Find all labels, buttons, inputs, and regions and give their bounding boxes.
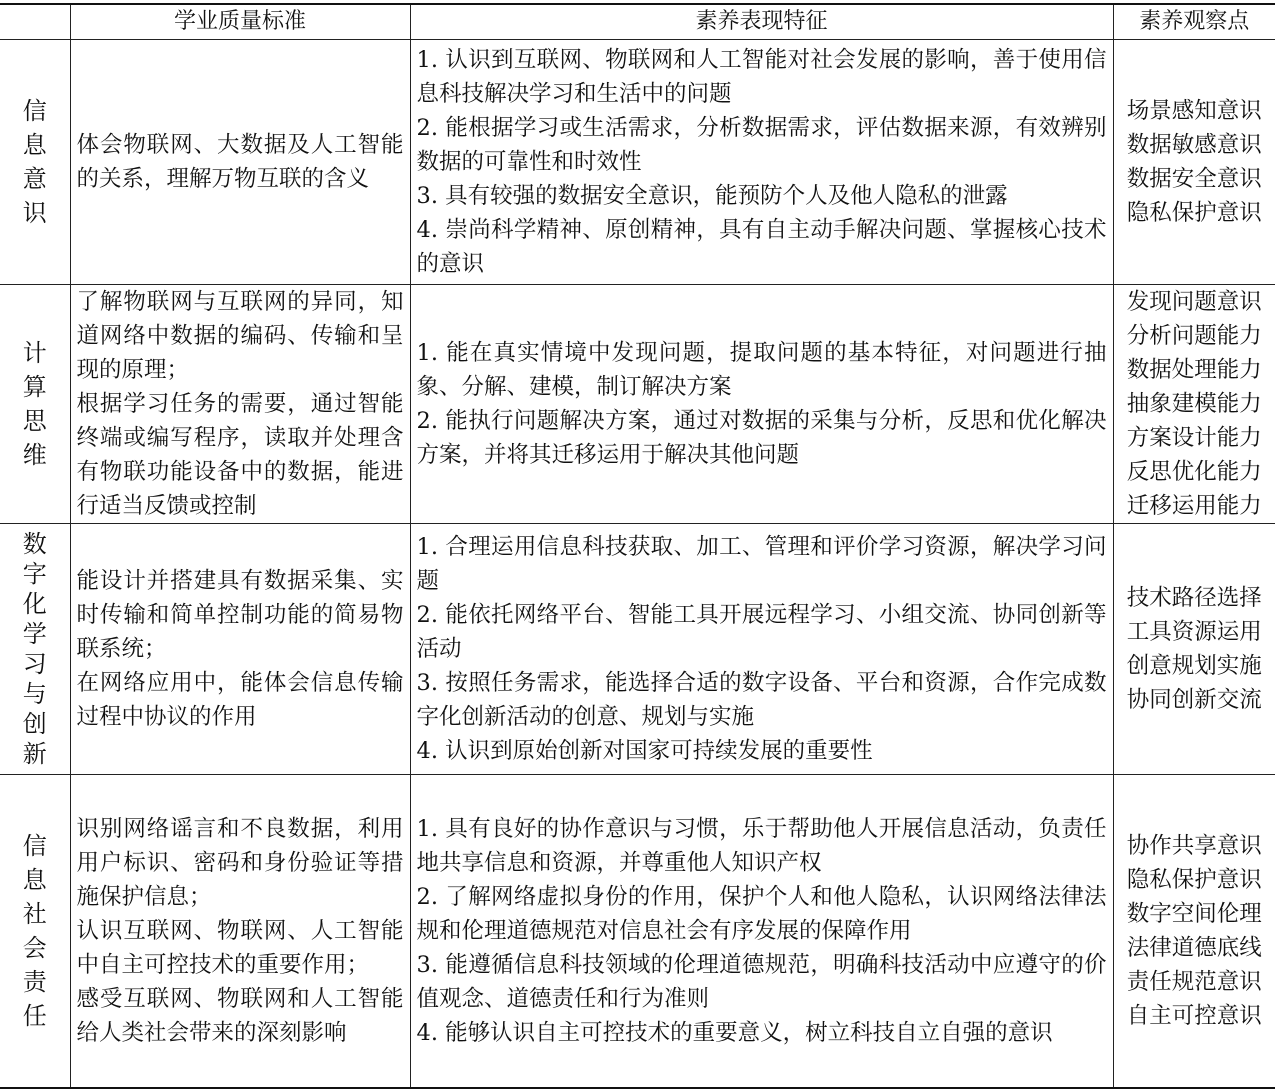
dimension-cell — [0, 40, 70, 285]
observation-item: 技术路径选择 — [1126, 585, 1262, 611]
trait-item: 1. 能在真实情境中发现问题，提取问题的基本特征，对问题进行抽象、分解、建模，制订解决方案 — [416, 340, 1107, 400]
dimension-char: 责 — [22, 968, 47, 996]
standard-cell — [70, 524, 410, 775]
observation-item: 数据安全意识 — [1126, 166, 1262, 192]
header-dimension — [0, 4, 70, 40]
observation-item: 隐私保护意识 — [1126, 867, 1262, 893]
observation-cell — [1113, 775, 1275, 1089]
dimension-char: 识 — [22, 199, 47, 227]
quality-standards-table — [0, 3, 1275, 1089]
traits-cell — [410, 285, 1113, 524]
observation-item: 迁移运用能力 — [1126, 493, 1262, 519]
standard-text: 感受互联网、物联网和人工智能给人类社会带来的深刻影响 — [76, 986, 404, 1046]
table-row — [0, 40, 1275, 285]
dimension-char: 字 — [22, 560, 47, 588]
traits-cell — [410, 40, 1113, 285]
dimension-char: 意 — [22, 165, 47, 193]
dimension-char: 与 — [22, 680, 47, 708]
dimension-char: 任 — [22, 1002, 47, 1030]
standard-text: 根据学习任务的需要，通过智能终端或编写程序，读取并处理含有物联功能设备中的数据，能进行适当反馈或控制 — [76, 391, 404, 519]
dimension-char: 息 — [22, 866, 47, 894]
dimension-cell — [0, 524, 70, 775]
observation-item: 分析问题能力 — [1126, 323, 1262, 349]
standard-text: 认识互联网、物联网、人工智能中自主可控技术的重要作用； — [76, 918, 404, 978]
dimension-char: 思 — [22, 407, 47, 435]
trait-item: 3. 能遵循信息科技领域的伦理道德规范，明确科技活动中应遵守的价值观念、道德责任和行为准则 — [416, 952, 1107, 1012]
dimension-cell — [0, 285, 70, 524]
dimension-char: 信 — [22, 832, 47, 860]
trait-item: 4. 认识到原始创新对国家可持续发展的重要性 — [416, 738, 873, 764]
dimension-char: 习 — [22, 650, 47, 678]
observation-item: 责任规范意识 — [1126, 969, 1262, 995]
trait-item: 3. 按照任务需求，能选择合适的数字设备、平台和资源，合作完成数字化创新活动的创意、规划与实施 — [416, 670, 1107, 730]
trait-item: 2. 能执行问题解决方案，通过对数据的采集与分析，反思和优化解决方案，并将其迁移运用于解决其他问题 — [416, 408, 1107, 468]
observation-item: 反思优化能力 — [1126, 459, 1262, 485]
trait-item: 2. 了解网络虚拟身份的作用，保护个人和他人隐私，认识网络法律法规和伦理道德规范对信息社会有序发展的保障作用 — [416, 884, 1107, 944]
table-row — [0, 775, 1275, 1089]
dimension-char: 息 — [22, 131, 47, 159]
standard-text: 了解物联网与互联网的异同，知道网络中数据的编码、传输和呈现的原理； — [76, 289, 404, 383]
dimension-char: 信 — [22, 97, 47, 125]
observation-item: 数据敏感意识 — [1126, 132, 1262, 158]
dimension-char: 创 — [22, 710, 47, 738]
trait-item: 4. 能够认识自主可控技术的重要意义，树立科技自立自强的意识 — [416, 1020, 1053, 1046]
dimension-char: 维 — [22, 441, 47, 469]
dimension-char: 社 — [22, 900, 47, 928]
standard-cell — [70, 40, 410, 285]
observation-item: 方案设计能力 — [1126, 425, 1262, 451]
header-standard: 学业质量标准 — [70, 4, 410, 40]
trait-item: 1. 具有良好的协作意识与习惯，乐于帮助他人开展信息活动，负责任地共享信息和资源，并尊重他人知识产权 — [416, 816, 1107, 876]
trait-item: 3. 具有较强的数据安全意识，能预防个人及他人隐私的泄露 — [416, 183, 1008, 209]
standard-text: 在网络应用中，能体会信息传输过程中协议的作用 — [76, 670, 404, 730]
trait-item: 2. 能根据学习或生活需求，分析数据需求，评估数据来源，有效辨别数据的可靠性和时效性 — [416, 115, 1107, 175]
dimension-char: 计 — [22, 339, 47, 367]
observation-cell — [1113, 40, 1275, 285]
trait-item: 1. 认识到互联网、物联网和人工智能对社会发展的影响，善于使用信息科技解决学习和生活中的问题 — [416, 47, 1107, 107]
traits-cell — [410, 775, 1113, 1089]
standard-text: 能设计并搭建具有数据采集、实时传输和简单控制功能的简易物联系统； — [76, 568, 404, 662]
trait-item: 4. 崇尚科学精神、原创精神，具有自主动手解决问题、掌握核心技术的意识 — [416, 217, 1107, 277]
observation-item: 自主可控意识 — [1126, 1003, 1262, 1029]
observation-item: 隐私保护意识 — [1126, 200, 1262, 226]
dimension-char: 新 — [22, 740, 47, 768]
dimension-char: 化 — [22, 590, 47, 618]
header-traits: 素养表现特征 — [410, 4, 1113, 40]
traits-cell — [410, 524, 1113, 775]
dimension-cell — [0, 775, 70, 1089]
trait-item: 1. 合理运用信息科技获取、加工、管理和评价学习资源，解决学习问题 — [416, 534, 1107, 594]
standard-cell — [70, 775, 410, 1089]
trait-item: 2. 能依托网络平台、智能工具开展远程学习、小组交流、协同创新等活动 — [416, 602, 1107, 662]
observation-item: 创意规划实施 — [1126, 653, 1262, 679]
standard-text: 识别网络谣言和不良数据，利用用户标识、密码和身份验证等措施保护信息； — [76, 816, 404, 910]
observation-item: 数据处理能力 — [1126, 357, 1262, 383]
observation-item: 协同创新交流 — [1126, 687, 1262, 713]
observation-item: 数字空间伦理 — [1126, 901, 1262, 927]
observation-item: 工具资源运用 — [1126, 619, 1262, 645]
standard-cell — [70, 285, 410, 524]
table-row — [0, 524, 1275, 775]
header-observation: 素养观察点 — [1113, 4, 1275, 40]
observation-item: 场景感知意识 — [1126, 98, 1262, 124]
table-row — [0, 285, 1275, 524]
observation-item: 发现问题意识 — [1126, 289, 1262, 315]
observation-cell — [1113, 285, 1275, 524]
observation-cell — [1113, 524, 1275, 775]
dimension-char: 算 — [22, 373, 47, 401]
observation-item: 法律道德底线 — [1126, 935, 1262, 961]
dimension-char: 学 — [22, 620, 47, 648]
observation-item: 抽象建模能力 — [1126, 391, 1262, 417]
standard-text: 体会物联网、大数据及人工智能的关系，理解万物互联的含义 — [76, 132, 404, 192]
observation-item: 协作共享意识 — [1126, 833, 1262, 859]
dimension-char: 数 — [22, 530, 47, 558]
dimension-char: 会 — [22, 934, 47, 962]
header-row — [0, 4, 1275, 40]
